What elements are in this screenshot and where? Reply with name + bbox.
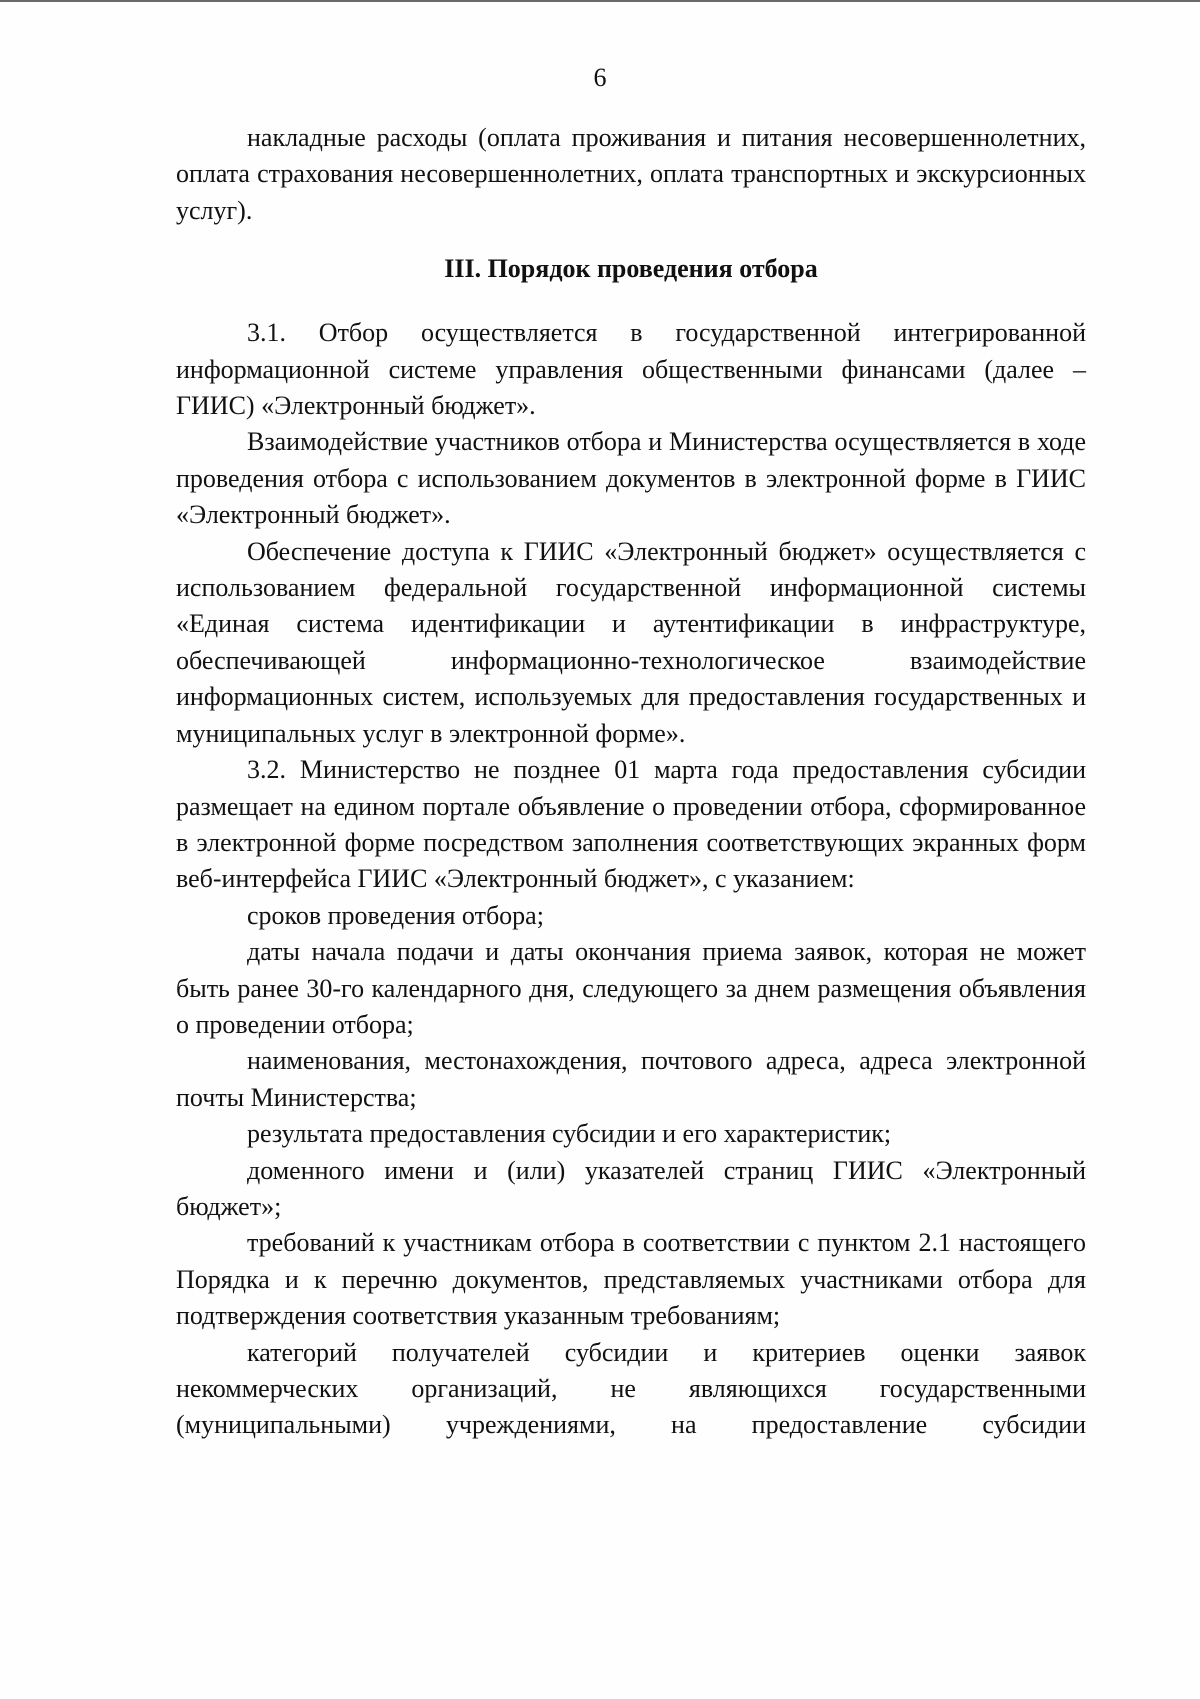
list-item-terms: сроков проведения отбора; xyxy=(247,900,544,930)
section-heading: III. Порядок проведения отбора xyxy=(444,254,818,284)
page-number: 6 xyxy=(593,63,607,92)
list-item-requirements: требований к участникам отбора в соответствии с пунктом 2.1 настоящего Порядка и к перечню документов, представляемых участниками отбора для подтверждения соответствия указанным требованиям; xyxy=(176,1228,1086,1331)
list-item-domain: доменного имени и (или) указателей страниц ГИИС «Электронный бюджет»; xyxy=(176,1155,1086,1221)
paragraph-access: Обеспечение доступа к ГИИС «Электронный бюджет» осуществляется с использованием федеральной государственной информационной системы «Единая система идентификации и аутентификации в инфраструктуре, обеспечивающей информационно-технологическое взаимодействие информационных систем, используемых для предоставления государственных и муниципальных услуг в электронной форме». xyxy=(176,536,1086,748)
paragraph-3-2: 3.2. Министерство не позднее 01 марта года предоставления субсидии размещает на едином портале объявление о проведении отбора, сформированное в электронной форме посредством заполнения соответствующих экранных форм веб-интерфейса ГИИС «Электронный бюджет», с указанием: xyxy=(176,755,1086,894)
list-item-ministry-contacts: наименования, местонахождения, почтового адреса, адреса электронной почты Министерства; xyxy=(176,1046,1086,1112)
document-body xyxy=(176,120,1086,1444)
list-item-categories: категорий получателей субсидии и критериев оценки заявок некоммерческих организаций, не являющихся государственными (муниципальными) учреждениями, на предоставление субсидии xyxy=(176,1337,1086,1440)
scan-top-edge xyxy=(0,0,1200,2)
paragraph-3-1: 3.1. Отбор осуществляется в государственной интегрированной информационной системе управления общественными финансами (далее – ГИИС) «Электронный бюджет». xyxy=(176,318,1086,421)
paragraph-interaction: Взаимодействие участников отбора и Министерства осуществляется в ходе проведения отбора с использованием документов в электронной форме в ГИИС «Электронный бюджет». xyxy=(176,427,1086,530)
paragraph-continuation: накладные расходы (оплата проживания и питания несовершеннолетних, оплата страхования несовершеннолетних, оплата транспортных и экскурсионных услуг). xyxy=(176,123,1086,225)
list-item-dates: даты начала подачи и даты окончания приема заявок, которая не может быть ранее 30-го календарного дня, следующего за днем размещения объявления о проведении отбора; xyxy=(176,937,1086,1039)
list-item-result: результата предоставления субсидии и его характеристик; xyxy=(247,1119,892,1149)
